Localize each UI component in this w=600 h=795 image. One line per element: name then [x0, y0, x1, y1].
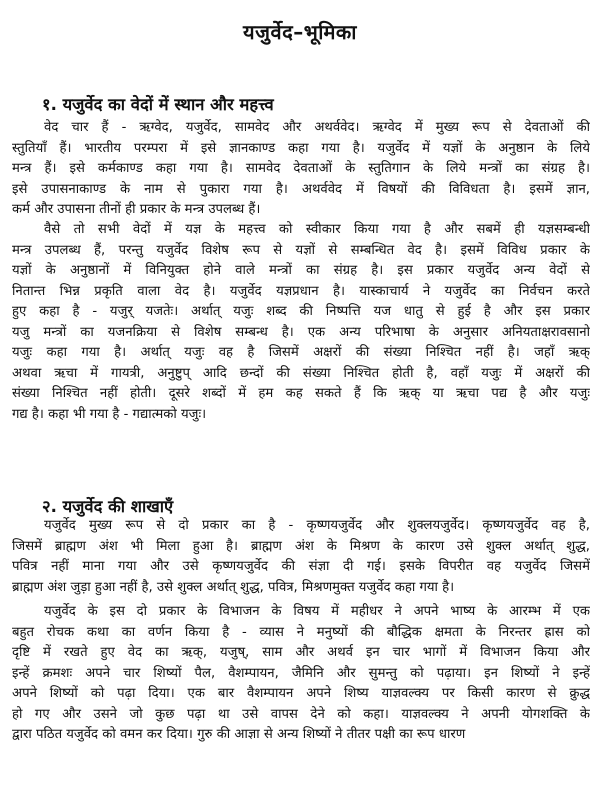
text-line: जिसमें ब्राह्मण अंश भी मिला हुआ है। ब्राह्मण अंश के मिश्रण के कारण उसे शुक्ल अर्थात् शुद्ध, [12, 538, 590, 554]
text-line: द्वारा पठित यजुर्वेद को वमन कर दिया। गुरु की आज्ञा से अन्य शिष्यों ने तीतर पक्षी का रूप धारण [12, 727, 466, 742]
section-2-heading: २. यजुर्वेद की शाखाएँ [42, 497, 174, 516]
text-line: हो गए और उसने जो कुछ पढ़ा था उसे वापस देने को कहा। याज्ञवल्क्य ने अपनी योगशक्ति के [12, 706, 590, 722]
text-line: दृष्टि में रखते हुए वेद का ऋक्, यजुष्, साम और अथर्व इन चार भागों में विभाजन किया और [12, 645, 590, 660]
text-line: मन्त्र उपलब्ध हैं, परन्तु यजुर्वेद विशेष रूप से यज्ञों से सम्बन्धित वेद है। इसमें विविध प्रकार के [12, 242, 590, 258]
text-line: ब्राह्मण अंश जुड़ा हुआ नहीं है, उसे शुक्ल अर्थात् शुद्ध, पवित्र, मिश्रणमुक्त यजुर्वेद कहा गया है। [12, 579, 455, 595]
text-line: यजुर्वेद के इस दो प्रकार के विभाजन के विषय में महीधर ने अपने भाष्य के आरम्भ में एक [44, 604, 590, 619]
section-2-paragraph-1 [12, 516, 590, 598]
text-line: पवित्र नहीं माना गया और उसे कृष्णयजुर्वेद की संज्ञा दी गई। इसके विपरीत वह यजुर्वेद जिसमें [12, 559, 590, 574]
text-line: वेद चार हैं - ऋग्वेद, यजुर्वेद, सामवेद और अथर्ववेद। ऋग्वेद में मुख्य रूप से देवताओं की [44, 120, 590, 135]
section-1-heading: १. यजुर्वेद का वेदों में स्थान और महत्त्व [42, 95, 274, 114]
section-1-paragraph-1 [12, 118, 590, 221]
text-line: अथवा ऋचा में गायत्री, अनुष्टुप् आदि छन्दों की संख्या निश्चित होती है, वहाँ यजुः में अक्षरों की [12, 365, 590, 381]
text-line: अपने शिष्यों को पढ़ा दिया। एक बार वैशम्पायन अपने शिष्य याज्ञवल्क्य पर किसी कारण से क्रुद्ध [12, 686, 590, 701]
section-1-paragraph-2 [12, 220, 590, 425]
text-line: इन्हें क्रमशः अपने चार शिष्यों पैल, वैशम्पायन, जैमिनि और सुमन्तु को पढ़ाया। इन शिष्यों ने इन्हें [12, 665, 590, 681]
text-line: वैसे तो सभी वेदों में यज्ञ के महत्त्व को स्वीकार किया गया है और सबमें ही यज्ञसम्बन्धी [44, 222, 590, 237]
text-line: कर्म और उपासना तीनों ही प्रकार के मन्त्र उपलब्ध हैं। [12, 202, 261, 217]
text-line: हुए कहा है - यजुर् यजतेः। अर्थात् यजुः शब्द की निष्पत्ति यज धातु से हुई है और इस प्रकार [12, 304, 590, 319]
text-line: बहुत रोचक कथा का वर्णन किया है - व्यास ने मनुष्यों की बौद्धिक क्षमता के निरन्तर ह्रास को [12, 624, 590, 640]
text-line: गद्य है। कहा भी गया है - गद्यात्मको यजुः। [12, 406, 207, 422]
text-line: मन्त्र हैं। इसे कर्मकाण्ड कहा गया है। सामवेद देवताओं के स्तुतिगान के लिये मन्त्रों का संग्रह है। [12, 161, 590, 176]
text-line: यजु मन्त्रों का यजनक्रिया से विशेष सम्बन्ध है। एक अन्य परिभाषा के अनुसार अनियताक्षरावसानो [12, 324, 590, 340]
text-line: संख्या निश्चित नहीं होती। दूसरे शब्दों में हम कह सकते हैं कि ऋक् या ऋचा पद्य है और यजुः [12, 386, 590, 401]
text-line: स्तुतियाँ हैं। भारतीय परम्परा में इसे ज्ञानकाण्ड कहा गया है। यजुर्वेद में यज्ञों के अनुष्ठान के लिये [12, 140, 590, 156]
text-line: यज्ञों के अनुष्ठानों में विनियुक्त होने वाले मन्त्रों का संग्रह है। इस प्रकार यजुर्वेद अन्य वेदों से [12, 263, 590, 278]
page-title: यजुर्वेद–भूमिका [243, 20, 357, 44]
section-2-paragraph-2 [12, 602, 590, 746]
text-line: इसे उपासनाकाण्ड के नाम से पुकारा गया है। अथर्ववेद में विषयों की विविधता है। इसमें ज्ञान, [12, 181, 590, 197]
text-line: यजुः कहा गया है। अर्थात् यजुः वह है जिसमें अक्षरों की संख्या निश्चित नहीं है। जहाँ ऋक् [12, 345, 590, 360]
text-line: यजुर्वेद मुख्य रूप से दो प्रकार का है - कृष्णयजुर्वेद और शुक्लयजुर्वेद। कृष्णयजुर्वेद वह है, [44, 518, 590, 533]
text-line: नितान्त भिन्न प्रकृति वाला वेद है। यजुर्वेद यज्ञप्रधान है। यास्काचार्य ने यजुर्वेद का निर्वचन करते [12, 283, 590, 299]
